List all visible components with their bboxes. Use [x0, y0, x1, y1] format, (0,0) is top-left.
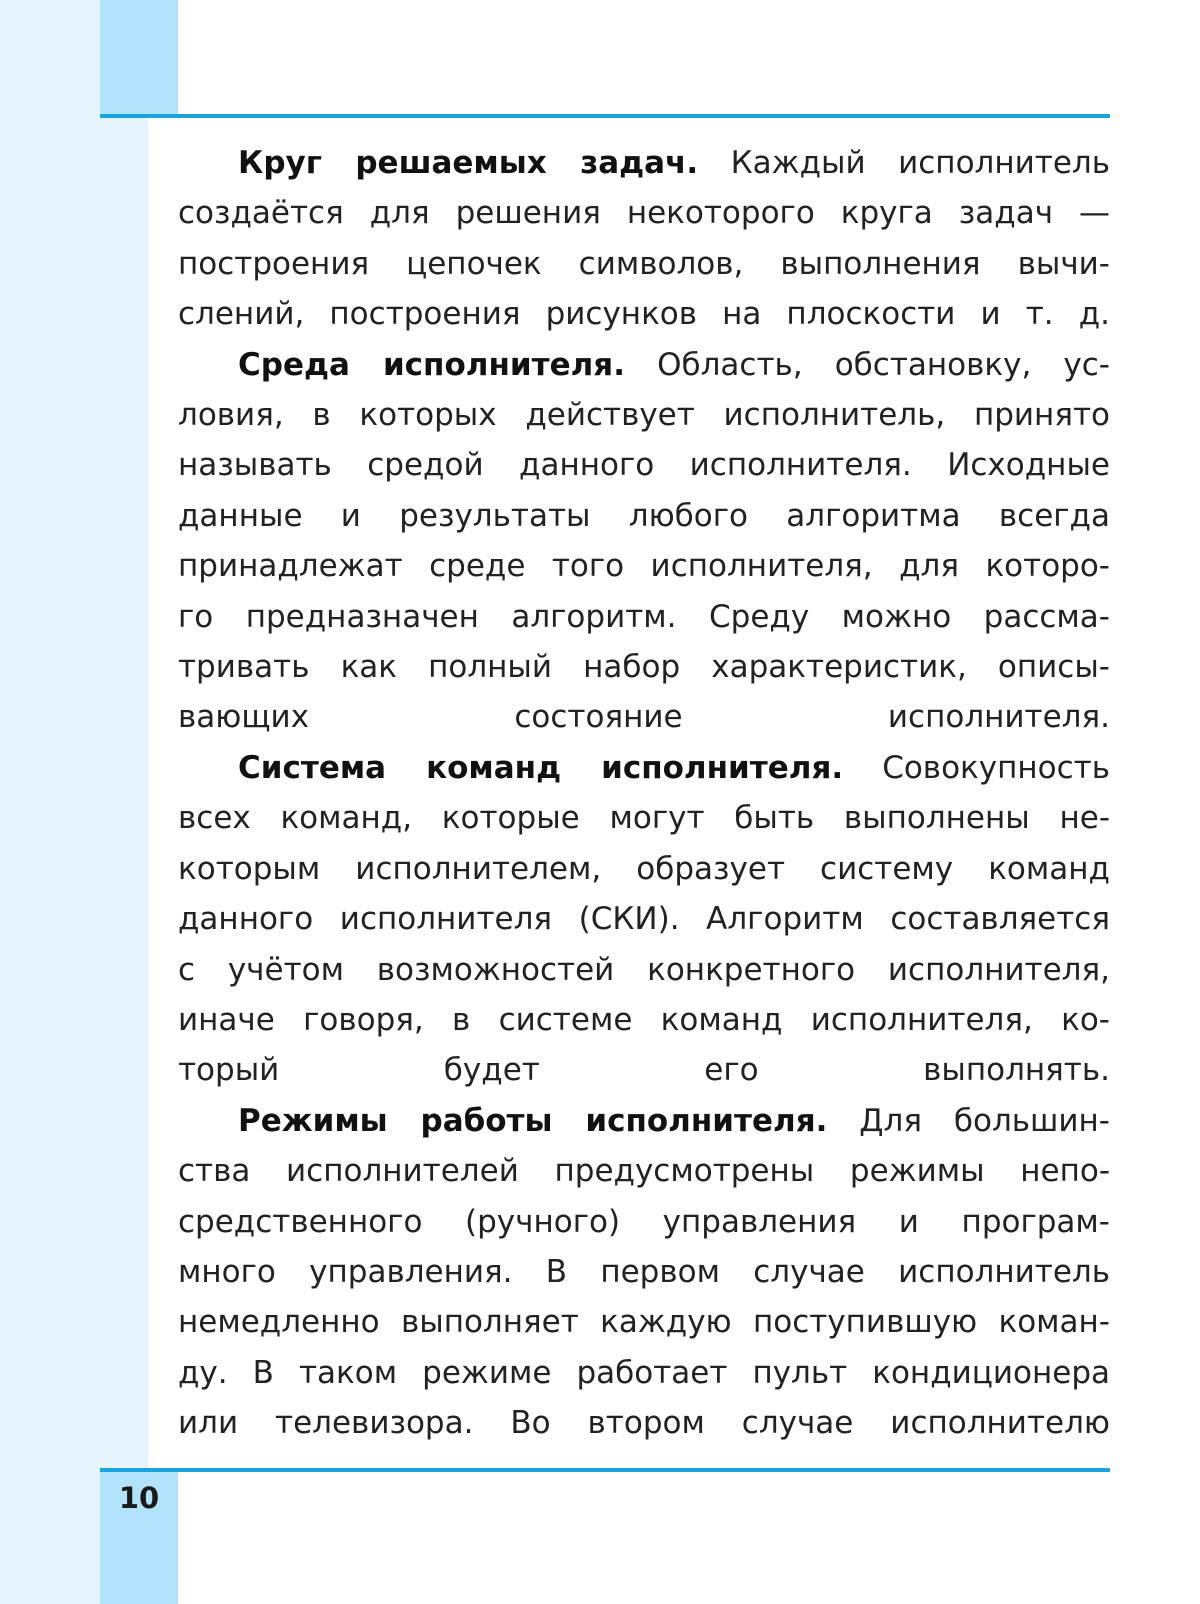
side-band	[100, 118, 148, 1468]
text-line: с учётом возможностей конкретного исполнителя,	[178, 951, 1110, 988]
text-line: всех команд, которые могут быть выполнены не-	[178, 800, 1110, 837]
text-line: иначе говоря, в системе команд исполнителя, ко-	[178, 1001, 1110, 1038]
text-line: Среда исполнителя. Область, обстановку, ус-	[238, 346, 1110, 383]
body-text	[178, 138, 1110, 1449]
page-margin	[0, 0, 100, 1604]
paragraph-heading: Система команд исполнителя.	[238, 749, 844, 786]
paragraph-heading: Круг решаемых задач.	[238, 145, 699, 181]
text-line: вающих состояние исполнителя.	[178, 699, 1110, 736]
text-line: Система команд исполнителя. Совокупность	[238, 749, 1110, 786]
text-line: тривать как полный набор характеристик, описы-	[178, 649, 1110, 686]
page-number: 10	[118, 1481, 160, 1515]
paragraph-task-range	[178, 138, 1110, 340]
text-line: принадлежат среде того исполнителя, для которо-	[178, 548, 1110, 585]
text-line: или телевизора. Во втором случае исполнителю	[178, 1405, 1110, 1442]
text-line: которым исполнителем, образует систему команд	[178, 850, 1110, 887]
paragraph-command-system	[178, 743, 1110, 1096]
paragraph-operating-modes	[178, 1096, 1110, 1449]
text-line: Режимы работы исполнителя. Для большин-	[238, 1102, 1110, 1139]
text-line: ства исполнителей предусмотрены режимы непо-	[178, 1153, 1110, 1190]
text-line: торый будет его выполнять.	[178, 1052, 1110, 1089]
text-line: ду. В таком режиме работает пульт кондиционера	[178, 1354, 1110, 1391]
text-line: данные и результаты любого алгоритма всегда	[178, 497, 1110, 534]
text-line: го предназначен алгоритм. Среду можно рассма-	[178, 598, 1110, 635]
paragraph-environment	[178, 340, 1110, 743]
text-line: ловия, в которых действует исполнитель, принято	[178, 397, 1110, 434]
bottom-rule	[100, 1468, 1110, 1472]
text-line: средственного (ручного) управления и програм-	[178, 1203, 1110, 1240]
text-line: построения цепочек символов, выполнения вычи-	[178, 245, 1110, 282]
side-band-top	[100, 0, 178, 118]
top-rule	[100, 114, 1110, 118]
paragraph-heading: Среда исполнителя.	[238, 346, 625, 383]
text-line: называть средой данного исполнителя. Исходные	[178, 447, 1110, 484]
text-line: Круг решаемых задач. Каждый исполнитель	[238, 145, 1110, 181]
text-line: немедленно выполняет каждую поступившую коман-	[178, 1304, 1110, 1341]
text-line: создаётся для решения некоторого круга задач —	[178, 195, 1110, 232]
text-line: слений, построения рисунков на плоскости и т. д.	[178, 296, 1110, 333]
text-line: данного исполнителя (СКИ). Алгоритм составляется	[178, 901, 1110, 938]
paragraph-heading: Режимы работы исполнителя.	[238, 1102, 828, 1139]
text-line: много управления. В первом случае исполнитель	[178, 1253, 1110, 1290]
